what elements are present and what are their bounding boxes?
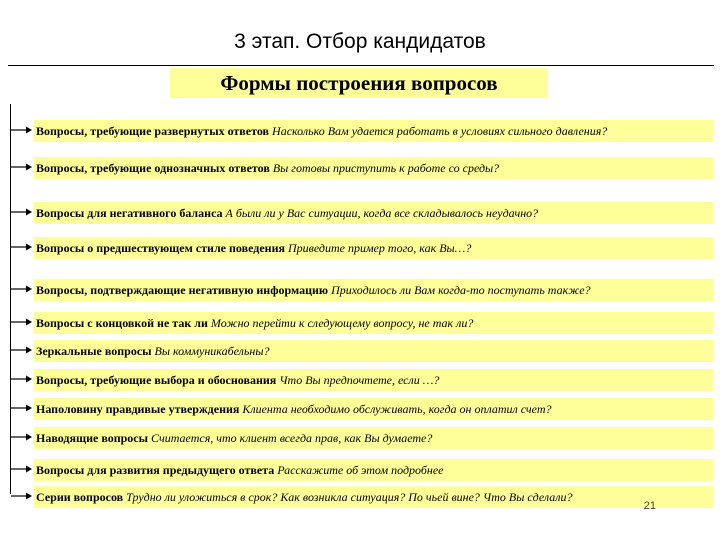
arrow-right-icon — [10, 464, 32, 474]
list-item — [34, 398, 716, 420]
arrow-right-icon — [10, 491, 32, 501]
list-item — [34, 427, 716, 449]
list-item — [34, 120, 716, 142]
question-form-example: Можно перейти к следующему вопросу, не так ли? — [210, 316, 474, 330]
question-form-example: А были ли у Вас ситуации, когда все складывалось неудачно? — [225, 206, 539, 220]
arrow-right-icon — [10, 317, 32, 327]
question-form-term: Вопросы, требующие однозначных ответов — [36, 161, 270, 175]
arrow-right-icon — [10, 125, 32, 135]
question-form-term: Вопросы, подтверждающие негативную информацию — [36, 283, 329, 297]
question-form-term: Вопросы, требующие развернутых ответов — [36, 124, 270, 138]
list-item — [34, 157, 716, 179]
arrow-right-icon — [10, 345, 32, 355]
question-form-example: Вы готовы приступить к работе со среды? — [272, 161, 500, 175]
list-item — [34, 340, 716, 362]
question-form-term: Наводящие вопросы — [36, 431, 149, 445]
question-form-example: Приведите пример того, как Вы…? — [287, 241, 472, 255]
list-item — [34, 312, 716, 334]
title-divider — [8, 65, 714, 66]
arrow-right-icon — [10, 207, 32, 217]
list-item — [34, 237, 716, 259]
question-form-term: Вопросы для развития предыдущего ответа — [36, 463, 275, 477]
question-form-term: Наполовину правдивые утверждения — [36, 402, 240, 416]
question-form-example: Насколько Вам удается работать в условиях сильного давления? — [272, 124, 608, 138]
question-form-term: Вопросы для негативного баланса — [36, 206, 223, 220]
arrow-right-icon — [10, 242, 32, 252]
question-form-term: Серии вопросов — [36, 490, 124, 504]
arrow-right-icon — [10, 432, 32, 442]
page-number: 21 — [643, 500, 656, 512]
question-form-example: Вы коммуникабельны? — [154, 344, 270, 358]
arrow-right-icon — [10, 403, 32, 413]
question-form-example: Трудно ли уложиться в срок? Как возникла ситуация? По чьей вине? Что Вы сделали? — [126, 490, 573, 504]
question-forms-list — [10, 104, 714, 504]
question-form-example: Что Вы предпочтете, если …? — [279, 373, 440, 387]
list-item — [34, 279, 716, 301]
question-form-term: Вопросы о предшествующем стиле поведения — [36, 241, 285, 255]
arrow-right-icon — [10, 162, 32, 172]
question-form-term: Вопросы с концовкой не так ли — [36, 316, 208, 330]
question-form-term: Вопросы, требующие выбора и обоснования — [36, 373, 277, 387]
question-form-example: Считается, что клиент всегда прав, как Вы думаете? — [151, 431, 433, 445]
list-item — [34, 459, 716, 481]
arrow-right-icon — [10, 284, 32, 294]
arrow-right-icon — [10, 374, 32, 384]
question-form-term: Зеркальные вопросы — [36, 344, 152, 358]
question-form-example: Клиента необходимо обслуживать, когда он оплатил счет? — [242, 402, 552, 416]
list-item — [34, 486, 716, 508]
slide-title: 3 этап. Отбор кандидатов — [234, 30, 486, 53]
question-form-example: Расскажите об этом подробнее — [277, 463, 444, 477]
question-form-example: Приходилось ли Вам когда-то поступать также? — [331, 283, 591, 297]
list-item — [34, 202, 716, 224]
list-item — [34, 369, 716, 391]
section-subtitle: Формы построения вопросов — [170, 68, 548, 98]
